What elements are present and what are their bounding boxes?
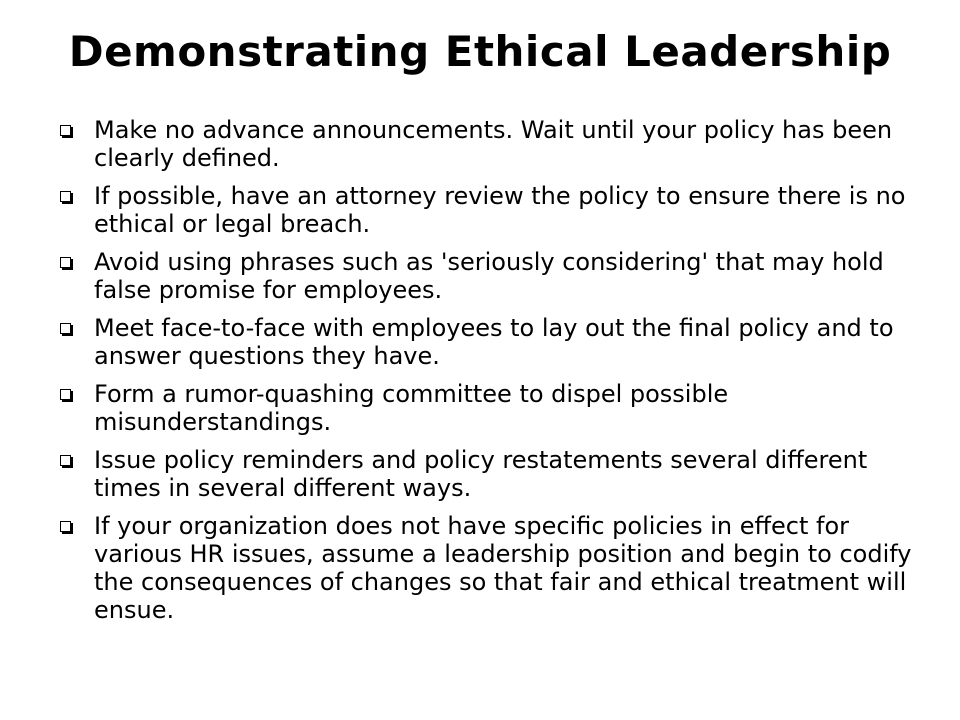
list-item bbox=[60, 446, 940, 502]
square-bullet-icon bbox=[60, 257, 71, 268]
square-bullet-icon bbox=[60, 521, 71, 532]
bullet-text: If possible, have an attorney review the policy to ensure there is no ethical or legal breach. bbox=[94, 182, 906, 238]
bullet-text: Make no advance announcements. Wait until your policy has been clearly defined. bbox=[94, 116, 893, 172]
bullet-text: Issue policy reminders and policy restatements several different times in several different ways. bbox=[94, 446, 868, 502]
list-item bbox=[60, 248, 940, 304]
list-item bbox=[60, 314, 940, 370]
square-bullet-icon bbox=[60, 191, 71, 202]
square-bullet-icon bbox=[60, 125, 71, 136]
bullet-list bbox=[60, 116, 940, 634]
bullet-text: Meet face-to-face with employees to lay out the final policy and to answer questions they have. bbox=[94, 314, 894, 370]
bullet-text: Avoid using phrases such as 'seriously considering' that may hold false promise for employees. bbox=[94, 248, 884, 304]
list-item bbox=[60, 380, 940, 436]
list-item bbox=[60, 512, 940, 624]
square-bullet-icon bbox=[60, 455, 71, 466]
bullet-text: If your organization does not have specific policies in effect for various HR issues, assume a leadership position and begin to codify the consequences of changes so that fair and ethical treatment will ensue. bbox=[94, 512, 912, 624]
list-item bbox=[60, 182, 940, 238]
list-item bbox=[60, 116, 940, 172]
slide-title: Demonstrating Ethical Leadership bbox=[68, 27, 892, 76]
square-bullet-icon bbox=[60, 323, 71, 334]
bullet-text: Form a rumor-quashing committee to dispel possible misunderstandings. bbox=[94, 380, 729, 436]
square-bullet-icon bbox=[60, 389, 71, 400]
